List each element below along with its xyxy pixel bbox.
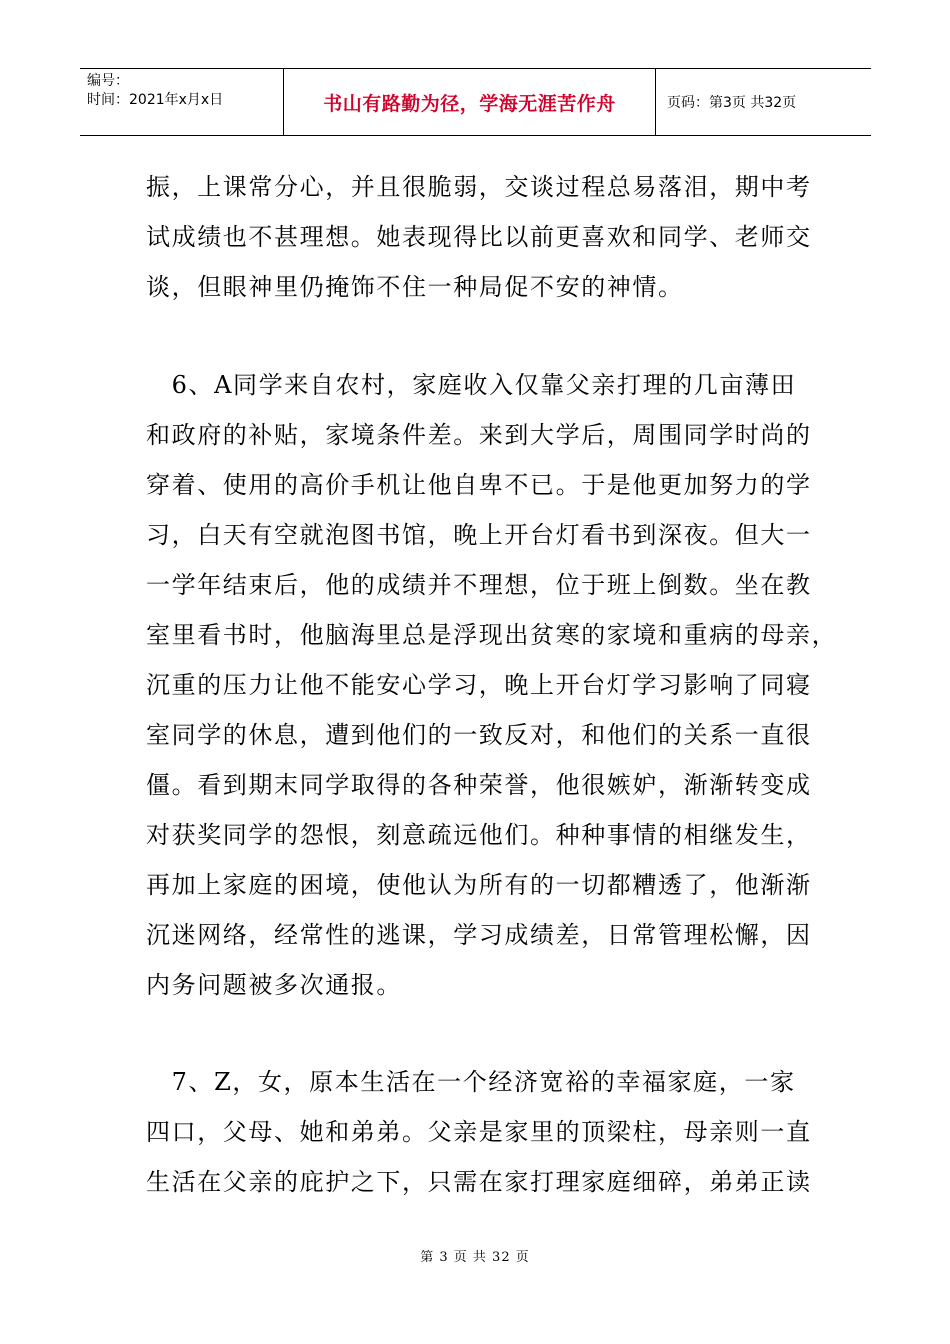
text-line: 僵。看到期末同学取得的各种荣誉，他很嫉妒，渐渐转变成: [146, 771, 812, 799]
header-motto-cell: [283, 69, 656, 135]
text-line: 沉迷网络，经常性的逃课，学习成绩差，日常管理松懈，因: [146, 921, 812, 949]
motto-text: 书山有路勤为径，学海无涯苦作舟: [323, 92, 616, 115]
text-line: 四口，父母、她和弟弟。父亲是家里的顶梁柱，母亲则一直: [146, 1118, 812, 1146]
paragraph-case-6: [146, 360, 838, 1010]
page-header: [80, 68, 871, 136]
text-line: 振，上课常分心，并且很脆弱，交谈过程总易落泪，期中考: [146, 173, 812, 201]
code-label: 编号：: [87, 73, 129, 89]
text-line: 生活在父亲的庇护之下，只需在家打理家庭细碎，弟弟正读: [146, 1168, 812, 1196]
text-line: 试成绩也不甚理想。她表现得比以前更喜欢和同学、老师交: [146, 223, 812, 251]
text-line: 谈，但眼神里仍掩饰不住一种局促不安的神情。: [146, 273, 684, 301]
paragraph-case-7: [146, 1057, 816, 1207]
text-line: 习，白天有空就泡图书馆，晚上开台灯看书到深夜。但大一: [146, 521, 812, 549]
time-line: 时间：2021年x月x日: [87, 92, 224, 108]
header-meta: [80, 69, 283, 135]
text-line: 内务问题被多次通报。: [146, 971, 402, 999]
text-line: 一学年结束后，他的成绩并不理想，位于班上倒数。坐在教: [146, 571, 812, 599]
text-line: 6、A同学来自农村，家庭收入仅靠父亲打理的几亩薄田: [146, 371, 797, 399]
text-line: 室同学的休息，遭到他们的一致反对，和他们的关系一直很: [146, 721, 812, 749]
text-line: 再加上家庭的困境，使他认为所有的一切都糟透了，他渐渐: [146, 871, 812, 899]
text-line: 室里看书时，他脑海里总是浮现出贫寒的家境和重病的母亲，: [146, 621, 838, 649]
text-line: 沉重的压力让他不能安心学习，晚上开台灯学习影响了同寝: [146, 671, 812, 699]
header-page-info: [656, 69, 871, 135]
text-line: 和政府的补贴，家境条件差。来到大学后，周围同学时尚的: [146, 421, 812, 449]
page-info-text: 页码：第3页 共32页: [667, 95, 797, 111]
page-footer: [0, 1246, 950, 1265]
text-line: 7、Z，女，原本生活在一个经济宽裕的幸福家庭，一家: [146, 1068, 796, 1096]
footer-page-number: 第 3 页 共 32 页: [420, 1250, 530, 1265]
paragraph-continued: [146, 162, 816, 312]
text-line: 对获奖同学的怨恨，刻意疏远他们。种种事情的相继发生，: [146, 821, 812, 849]
text-line: 穿着、使用的高价手机让他自卑不已。于是他更加努力的学: [146, 471, 812, 499]
